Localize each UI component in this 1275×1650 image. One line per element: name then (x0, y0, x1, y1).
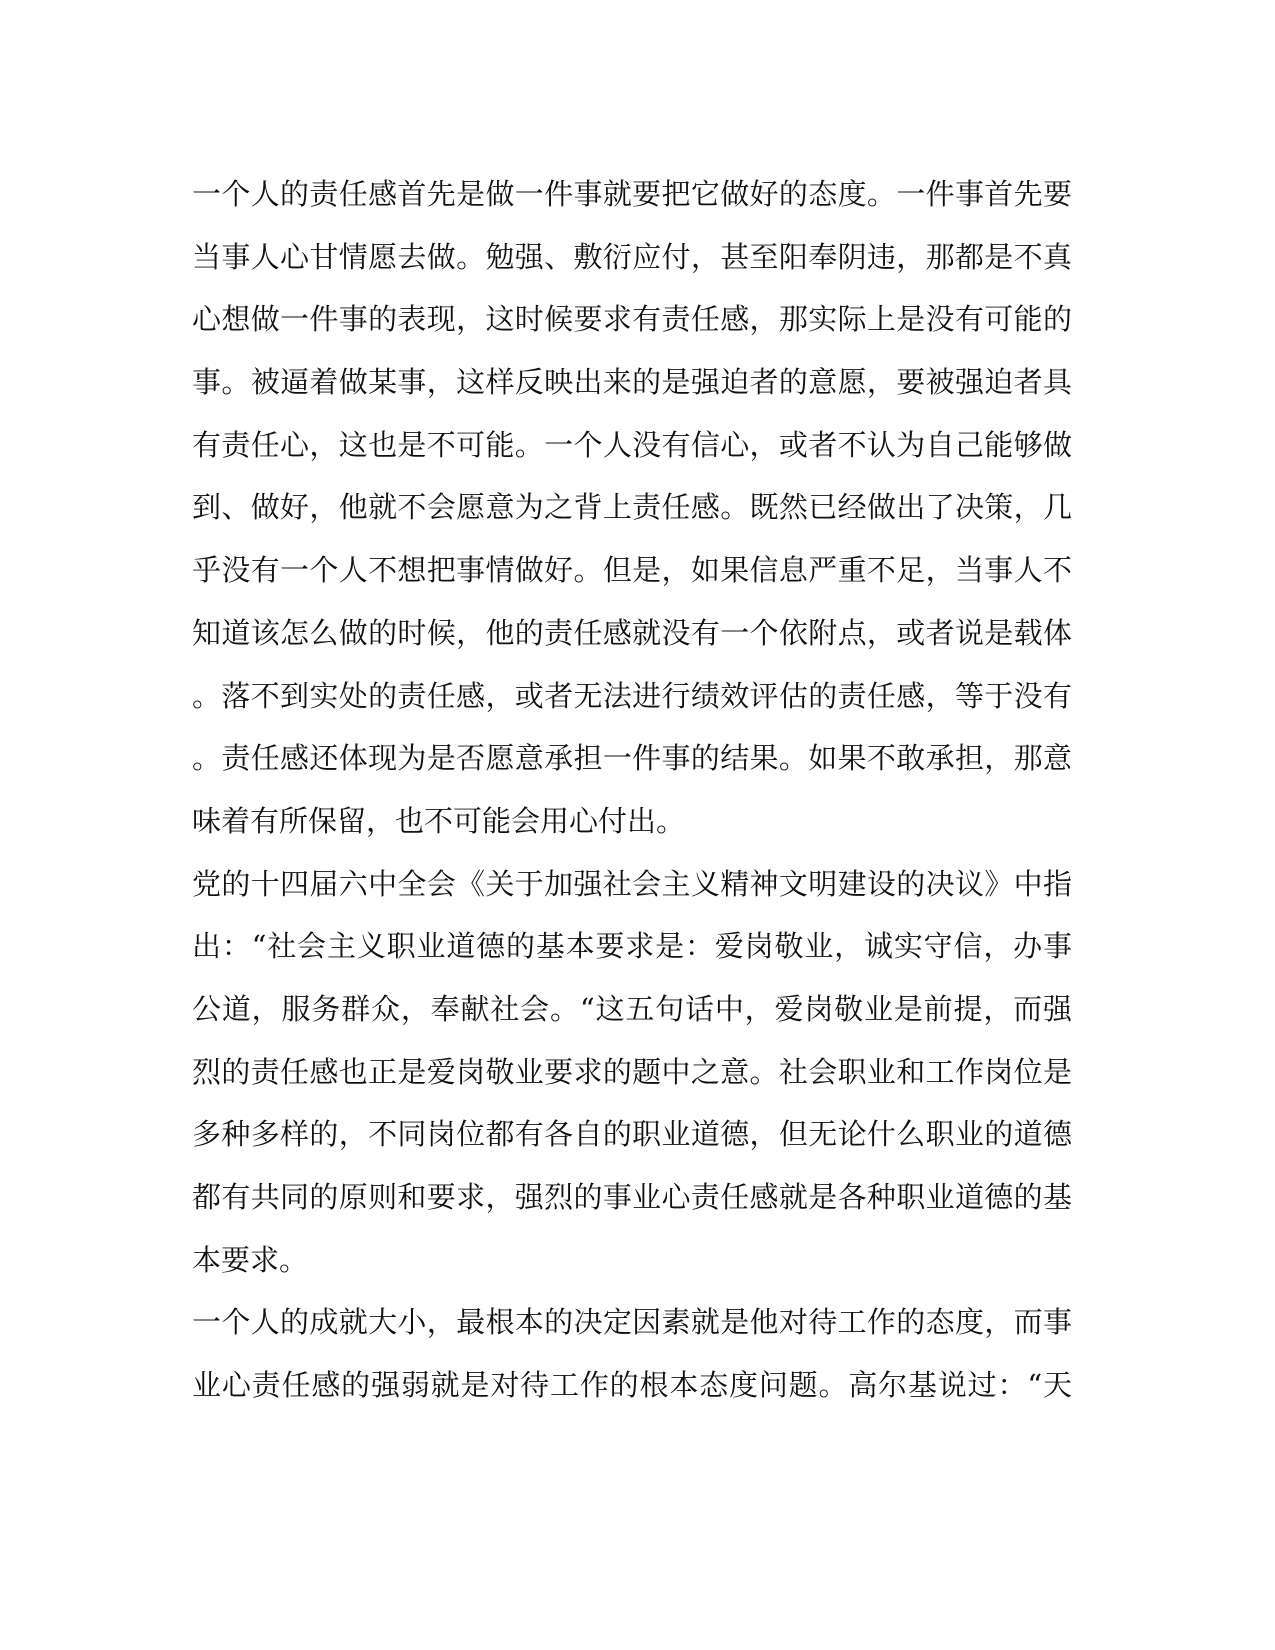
text-line: 。落不到实处的责任感，或者无法进行绩效评估的责任感，等于没有 (192, 678, 1072, 713)
text-line: 多种多样的，不同岗位都有各自的职业道德，但无论什么职业的道德 (192, 1117, 1072, 1152)
text-line: 一个人的责任感首先是做一件事就要把它做好的态度。一件事首先要 (192, 177, 1072, 211)
document-body (192, 163, 1072, 1417)
text-line: 有责任心，这也是不可能。一个人没有信心，或者不认为自己能够做 (192, 427, 1072, 462)
text-line: 到、做好，他就不会愿意为之背上责任感。既然已经做出了决策，几 (192, 490, 1072, 525)
text-line: 出：“社会主义职业道德的基本要求是：爱岗敬业，诚实守信，办事 (192, 929, 1072, 964)
text-line: 公道，服务群众，奉献社会。“这五句话中，爱岗敬业是前提，而强 (192, 991, 1072, 1026)
text-line: 烈的责任感也正是爱岗敬业要求的题中之意。社会职业和工作岗位是 (192, 1054, 1072, 1089)
text-line: 都有共同的原则和要求，强烈的事业心责任感就是各种职业道德的基 (192, 1180, 1072, 1214)
text-line: 党的十四届六中全会《关于加强社会主义精神文明建设的决议》中指 (192, 866, 1072, 901)
text-line: 当事人心甘情愿去做。勉强、敷衍应付，甚至阳奉阴违，那都是不真 (192, 239, 1072, 274)
text-line: 。责任感还体现为是否愿意承担一件事的结果。如果不敢承担，那意 (192, 741, 1072, 776)
text-line: 味着有所保留，也不可能会用心付出。 (192, 803, 686, 838)
text-line: 心想做一件事的表现，这时候要求有责任感，那实际上是没有可能的 (192, 302, 1072, 337)
text-line: 知道该怎么做的时候，他的责任感就没有一个依附点，或者说是载体 (192, 615, 1072, 650)
text-line: 乎没有一个人不想把事情做好。但是，如果信息严重不足，当事人不 (192, 553, 1072, 588)
text-line: 一个人的成就大小，最根本的决定因素就是他对待工作的态度，而事 (192, 1305, 1072, 1340)
text-line: 事。被逼着做某事，这样反映出来的是强迫者的意愿，要被强迫者具 (192, 365, 1072, 400)
text-line: 本要求。 (192, 1242, 309, 1277)
text-line: 业心责任感的强弱就是对待工作的根本态度问题。高尔基说过：“天 (192, 1368, 1072, 1403)
